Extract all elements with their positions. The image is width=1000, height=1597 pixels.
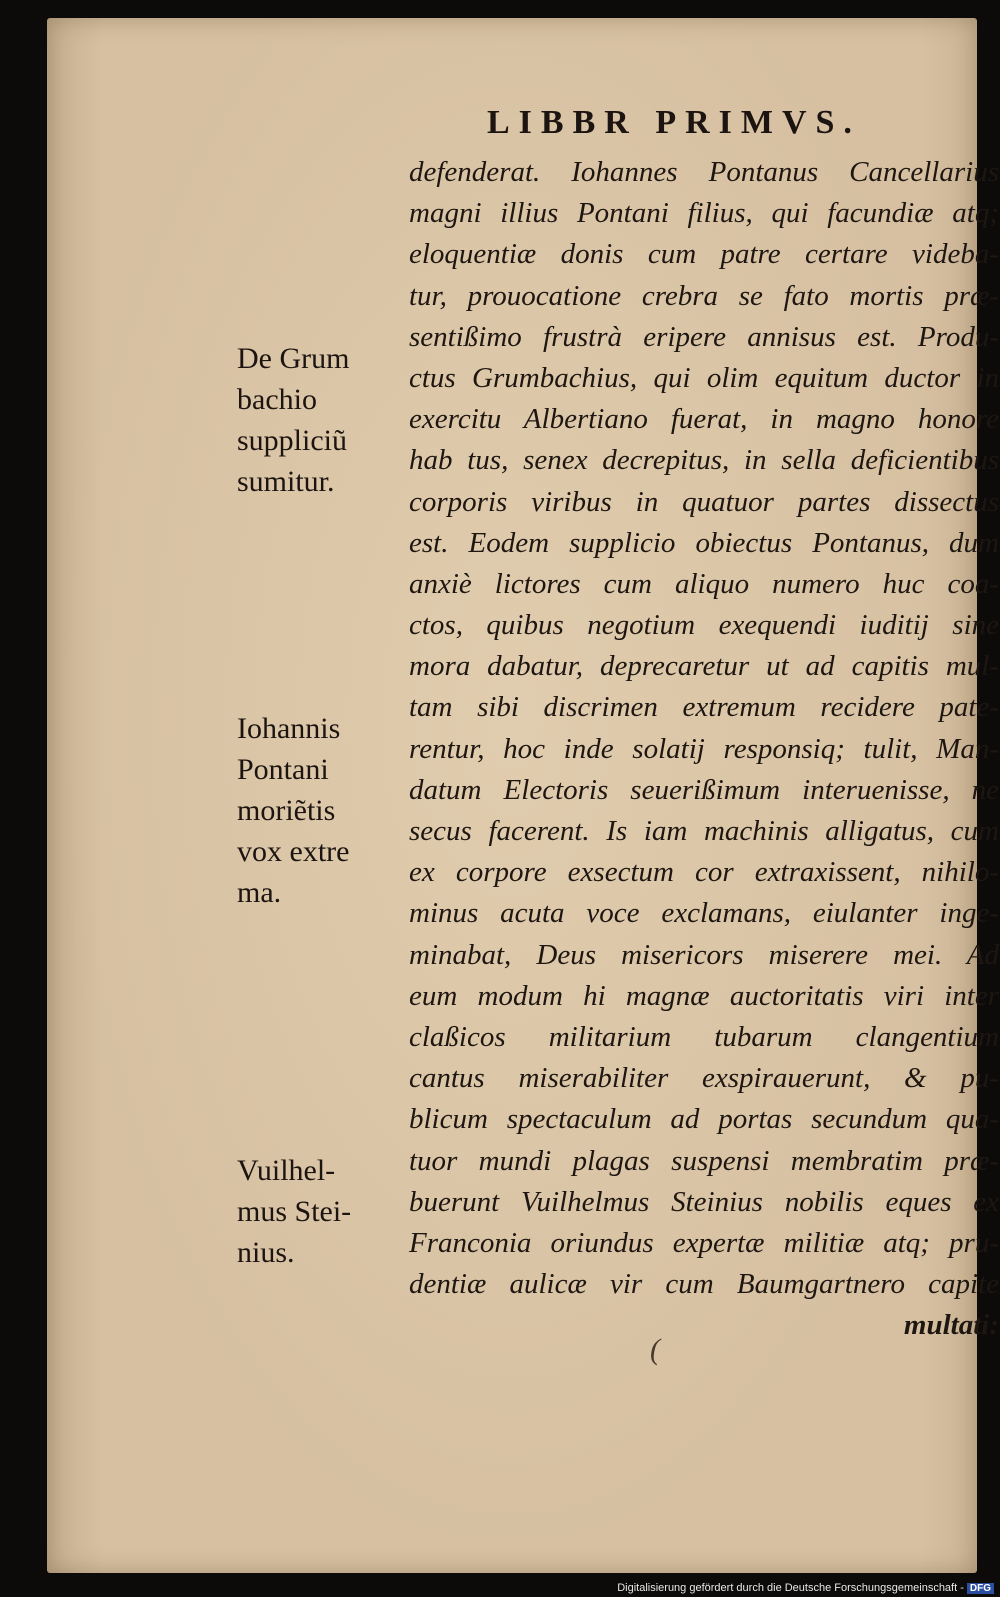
marginal-line: De Grum — [237, 342, 350, 375]
body-line: ex corpore exsectum cor extraxissent, nihilo- — [409, 856, 999, 889]
marginal-line: Pontani — [237, 753, 329, 786]
body-line: tuor mundi plagas suspensi membratim præ- — [409, 1144, 999, 1177]
body-line: rentur, hoc inde solatij responsiq; tulit, Man- — [409, 732, 999, 765]
body-line: minus acuta voce exclamans, eiulanter inge- — [409, 897, 999, 930]
marginal-line: ma. — [237, 876, 282, 909]
dfg-logo: DFG — [967, 1583, 994, 1594]
body-line: blicum spectaculum ad portas secundum qua- — [409, 1103, 999, 1136]
signature-mark: ( — [650, 1333, 660, 1366]
body-line: secus facerent. Is iam machinis alligatus, cum — [409, 815, 999, 847]
body-line: tam sibi discrimen extremum recidere pate- — [409, 691, 999, 724]
body-line: ctos, quibus negotium exequendi iuditij sine — [409, 609, 999, 642]
body-line: anxiè lictores cum aliquo numero huc coa- — [409, 567, 999, 600]
body-line: exercitu Albertiano fuerat, in magno honore — [409, 403, 999, 436]
body-line: hab tus, senex decrepitus, in sella deficientibus — [409, 444, 999, 477]
body-line: sentißimo frustrà eripere annisus est. Produ- — [409, 320, 999, 353]
body-line: buerunt Vuilhelmus Steinius nobilis eques ex — [409, 1185, 999, 1218]
body-line: minabat, Deus misericors miserere mei. Ad — [409, 938, 999, 971]
marginal-line: vox extre — [237, 835, 350, 868]
book-page — [47, 18, 999, 1573]
body-line: magni illius Pontani filius, qui facundiæ atq; — [409, 197, 999, 230]
catchword-line: multati: — [903, 1309, 999, 1342]
body-line: mora dabatur, deprecaretur ut ad capitis mul- — [409, 650, 999, 683]
marginal-line: sumitur. — [237, 465, 335, 498]
body-line: defenderat. Iohannes Pontanus Cancellarius — [409, 156, 999, 188]
body-line: eum modum hi magnæ auctoritatis viri inter — [409, 979, 999, 1012]
body-line: dentiæ aulicæ vir cum Baumgartnero capite — [409, 1268, 999, 1301]
marginal-note-grumbach — [237, 338, 407, 502]
marginal-line: bachio — [237, 383, 317, 416]
body-line: ctus Grumbachius, qui olim equitum ductor in — [409, 361, 999, 394]
body-line: Franconia oriundus expertæ militiæ atq; pru- — [409, 1226, 999, 1259]
body-line: eloquentiæ donis cum patre certare videba- — [409, 238, 999, 271]
body-line: claßicos militarium tubarum clangentium — [409, 1020, 999, 1053]
marginal-line: Iohannis — [237, 712, 341, 745]
marginal-line: mus Stei- — [237, 1195, 352, 1228]
marginal-line: suppliciũ — [237, 424, 347, 457]
body-line: tur, prouocatione crebra se fato mortis præ- — [409, 279, 999, 312]
running-header: LIBBR PRIMVS. — [487, 104, 861, 141]
body-line: datum Electoris seuerißimum interuenisse, ne — [409, 773, 999, 806]
marginal-note-pontanus — [237, 708, 407, 913]
footer-text: Digitalisierung gefördert durch die Deutsche Forschungsgemeinschaft - — [617, 1582, 964, 1594]
body-text — [409, 152, 999, 1346]
marginal-line: Vuilhel- — [237, 1154, 336, 1187]
body-line: cantus miserabiliter exspirauerunt, & pu- — [409, 1062, 999, 1095]
marginal-line: moriẽtis — [237, 794, 336, 827]
marginal-note-steinius — [237, 1150, 407, 1273]
digitization-footer — [617, 1582, 994, 1594]
body-line: corporis viribus in quatuor partes dissectus — [409, 485, 999, 518]
marginal-line: nius. — [237, 1236, 295, 1269]
body-line: est. Eodem supplicio obiectus Pontanus, dum — [409, 526, 999, 559]
